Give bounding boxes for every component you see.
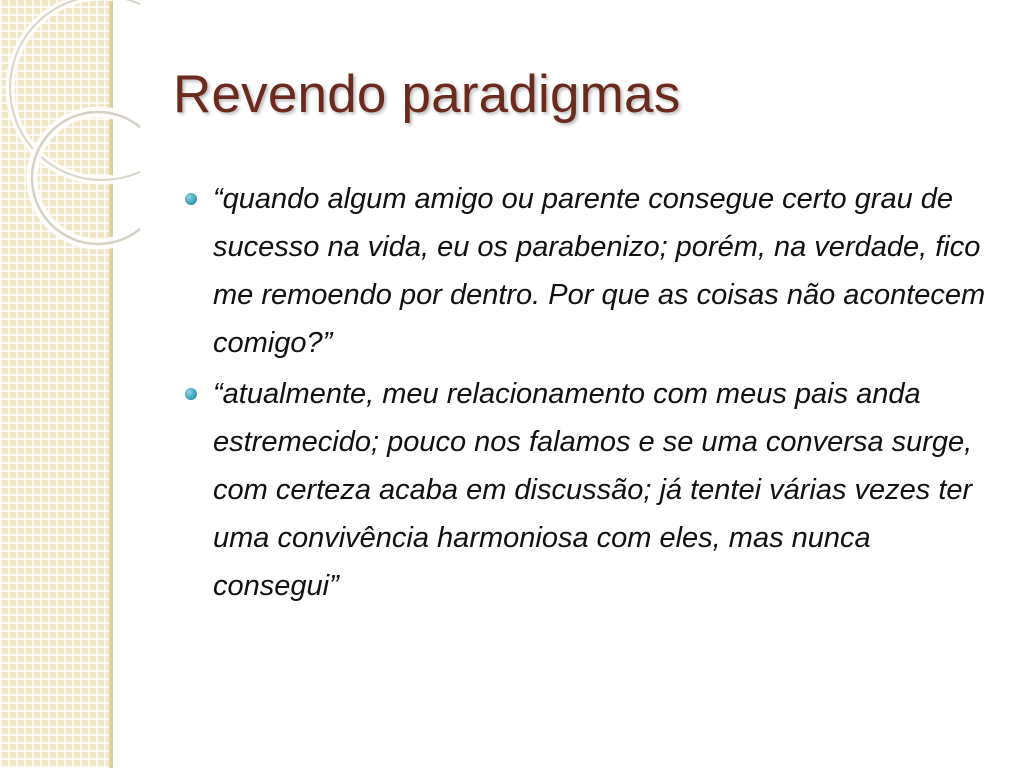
bullet-text: “quando algum amigo ou parente consegue certo grau de sucesso na vida, eu os parabenizo; porém, na verdade, fico me remoendo por dentro. Por que as coisas não acontecem comigo?”: [213, 183, 986, 359]
rings-ornament-icon: [0, 0, 140, 260]
bullet-text: “atualmente, meu relacionamento com meus pais anda estremecido; pouco nos falamos e se uma conversa surge, com certeza acaba em discussão; já tentei várias vezes ter uma convivência harmoniosa com eles, mas nunca consegui”: [213, 378, 973, 602]
slide-title: Revendo paradigmas: [173, 65, 681, 124]
bullet-item: [184, 370, 996, 610]
bullet-list: [184, 175, 996, 613]
bullet-dot-icon: [185, 193, 197, 205]
bullet-item: [184, 175, 996, 367]
bullet-dot-icon: [185, 388, 197, 400]
